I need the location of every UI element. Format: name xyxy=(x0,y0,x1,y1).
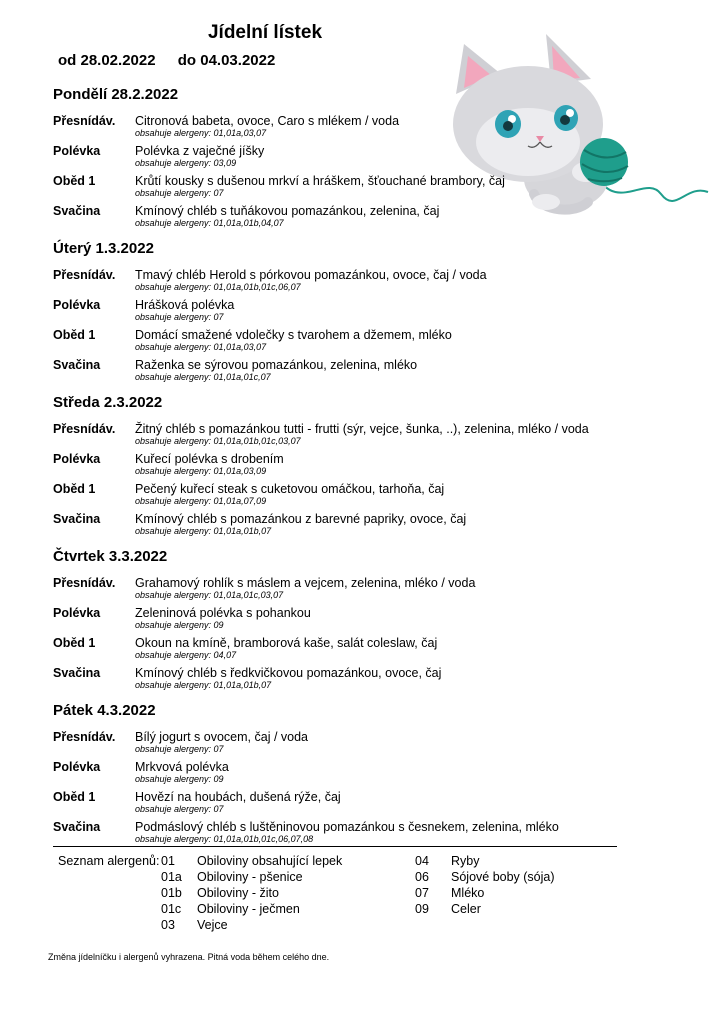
meal-allergen: obsahuje alergeny: 01,01a,01c,07 xyxy=(135,372,271,382)
menu-period xyxy=(58,52,293,69)
allergen-code: 06 xyxy=(415,870,429,884)
meal-label: Polévka xyxy=(53,298,101,312)
meal-row xyxy=(53,358,653,388)
allergen-list-heading: Seznam alergenů: xyxy=(58,854,160,868)
day-title: Úterý 1.3.2022 xyxy=(53,240,154,257)
meal-label: Polévka xyxy=(53,760,101,774)
allergen-name: Obiloviny - pšenice xyxy=(197,870,303,884)
meal-dish: Kuřecí polévka s drobením xyxy=(135,452,284,466)
page-title: Jídelní lístek xyxy=(207,22,323,43)
meal-label: Svačina xyxy=(53,358,101,372)
allergen-item xyxy=(161,854,342,868)
day-title: Pátek 4.3.2022 xyxy=(53,702,156,719)
date-from: od 28.02.2022 xyxy=(58,52,156,69)
meal-row xyxy=(53,730,653,760)
meal-dish: Polévka z vaječné jíšky xyxy=(135,144,265,158)
meal-allergen: obsahuje alergeny: 07 xyxy=(135,804,224,814)
date-to: do 04.03.2022 xyxy=(177,52,276,69)
allergen-name: Obiloviny - žito xyxy=(197,886,279,900)
meal-label: Oběd 1 xyxy=(53,328,96,342)
meal-allergen: obsahuje alergeny: 09 xyxy=(135,620,224,630)
day-title: Středa 2.3.2022 xyxy=(53,394,163,411)
allergen-code: 01a xyxy=(161,870,182,884)
allergen-name: Obiloviny obsahující lepek xyxy=(197,854,343,868)
meal-label: Svačina xyxy=(53,666,101,680)
meal-allergen: obsahuje alergeny: 07 xyxy=(135,188,224,198)
allergen-name: Vejce xyxy=(197,918,228,932)
meal-allergen: obsahuje alergeny: 03,09 xyxy=(135,158,237,168)
meal-row xyxy=(53,790,653,820)
allergen-name: Ryby xyxy=(451,854,480,868)
meal-allergen: obsahuje alergeny: 01,01a,03,07 xyxy=(135,342,267,352)
meal-dish: Hovězí na houbách, dušená rýže, čaj xyxy=(135,790,341,804)
meal-allergen: obsahuje alergeny: 01,01a,07,09 xyxy=(135,496,267,506)
meal-label: Polévka xyxy=(53,606,101,620)
menu-day xyxy=(53,240,653,388)
meal-allergen: obsahuje alergeny: 07 xyxy=(135,744,224,754)
menu-day xyxy=(53,548,653,696)
weekly-menu xyxy=(53,86,653,856)
allergen-name: Mléko xyxy=(451,886,485,900)
meal-allergen: obsahuje alergeny: 07 xyxy=(135,312,224,322)
meal-allergen: obsahuje alergeny: 01,01a,01b,01c,06,07 xyxy=(135,282,301,292)
meal-row xyxy=(53,512,653,542)
meal-dish: Kmínový chléb s pomazánkou z barevné papriky, ovoce, čaj xyxy=(135,512,467,526)
footer-note: Změna jídelníčku i alergenů vyhrazena. Pitná voda během celého dne. xyxy=(48,952,330,962)
meal-label: Polévka xyxy=(53,144,101,158)
meal-dish: Pečený kuřecí steak s cuketovou omáčkou, tarhoňa, čaj xyxy=(135,482,445,496)
menu-day xyxy=(53,702,653,850)
meal-allergen: obsahuje alergeny: 01,01a,01b,01c,06,07,08 xyxy=(135,834,314,844)
meal-allergen: obsahuje alergeny: 01,01a,01c,03,07 xyxy=(135,590,284,600)
meal-row xyxy=(53,204,653,234)
meal-dish: Podmáslový chléb s luštěninovou pomazánkou s česnekem, zelenina, mléko xyxy=(135,820,559,834)
menu-day xyxy=(53,394,653,542)
meal-row xyxy=(53,298,653,328)
meal-dish: Krůtí kousky s dušenou mrkví a hráškem, šťouchané brambory, čaj xyxy=(135,174,505,188)
meal-allergen: obsahuje alergeny: 01,01a,03,07 xyxy=(135,128,267,138)
meal-allergen: obsahuje alergeny: 09 xyxy=(135,774,224,784)
meal-row xyxy=(53,576,653,606)
meal-dish: Bílý jogurt s ovocem, čaj / voda xyxy=(135,730,308,744)
allergen-code: 03 xyxy=(161,918,175,932)
meal-allergen: obsahuje alergeny: 01,01a,01b,07 xyxy=(135,680,272,690)
meal-dish: Domácí smažené vdolečky s tvarohem a džemem, mléko xyxy=(135,328,452,342)
meal-label: Polévka xyxy=(53,452,101,466)
meal-row xyxy=(53,606,653,636)
meal-dish: Kmínový chléb s tuňákovou pomazánkou, zelenina, čaj xyxy=(135,204,440,218)
meal-dish: Zeleninová polévka s pohankou xyxy=(135,606,311,620)
meal-allergen: obsahuje alergeny: 01,01a,01b,07 xyxy=(135,526,272,536)
meal-label: Přesnídáv. xyxy=(53,268,116,282)
allergen-item xyxy=(161,902,300,916)
meal-label: Přesnídáv. xyxy=(53,576,116,590)
divider xyxy=(53,846,617,847)
allergen-name: Celer xyxy=(451,902,481,916)
allergen-code: 07 xyxy=(415,886,429,900)
day-title: Čtvrtek 3.3.2022 xyxy=(53,548,168,565)
meal-dish: Grahamový rohlík s máslem a vejcem, zelenina, mléko / voda xyxy=(135,576,476,590)
meal-label: Oběd 1 xyxy=(53,790,96,804)
meal-row xyxy=(53,452,653,482)
allergen-code: 01 xyxy=(161,854,175,868)
allergen-name: Sójové boby (sója) xyxy=(451,870,555,884)
allergen-item xyxy=(161,870,303,884)
meal-row xyxy=(53,144,653,174)
meal-label: Oběd 1 xyxy=(53,482,96,496)
meal-row xyxy=(53,760,653,790)
meal-label: Svačina xyxy=(53,820,101,834)
meal-dish: Kmínový chléb s ředkvičkovou pomazánkou, ovoce, čaj xyxy=(135,666,442,680)
menu-day xyxy=(53,86,653,234)
meal-row xyxy=(53,666,653,696)
allergen-item xyxy=(161,918,228,932)
meal-row xyxy=(53,268,653,298)
allergen-item xyxy=(415,854,479,868)
allergen-item xyxy=(415,902,481,916)
day-title: Pondělí 28.2.2022 xyxy=(53,86,179,103)
meal-allergen: obsahuje alergeny: 04,07 xyxy=(135,650,237,660)
meal-dish: Hrášková polévka xyxy=(135,298,235,312)
meal-dish: Žitný chléb s pomazánkou tutti - frutti (sýr, vejce, šunka, ..), zelenina, mléko / voda xyxy=(135,422,589,436)
meal-dish: Citronová babeta, ovoce, Caro s mlékem / voda xyxy=(135,114,400,128)
meal-label: Oběd 1 xyxy=(53,636,96,650)
meal-label: Oběd 1 xyxy=(53,174,96,188)
allergen-name: Obiloviny - ječmen xyxy=(197,902,300,916)
meal-dish: Mrkvová polévka xyxy=(135,760,229,774)
meal-label: Svačina xyxy=(53,512,101,526)
meal-row xyxy=(53,422,653,452)
allergen-code: 09 xyxy=(415,902,429,916)
meal-row xyxy=(53,174,653,204)
allergen-item xyxy=(415,886,484,900)
meal-dish: Tmavý chléb Herold s pórkovou pomazánkou, ovoce, čaj / voda xyxy=(135,268,487,282)
meal-label: Přesnídáv. xyxy=(53,730,116,744)
allergen-code: 04 xyxy=(415,854,429,868)
allergen-code: 01c xyxy=(161,902,182,916)
allergen-item xyxy=(415,870,555,884)
meal-row xyxy=(53,636,653,666)
allergen-item xyxy=(161,886,279,900)
meal-label: Přesnídáv. xyxy=(53,422,116,436)
meal-row xyxy=(53,328,653,358)
meal-allergen: obsahuje alergeny: 01,01a,03,09 xyxy=(135,466,267,476)
meal-allergen: obsahuje alergeny: 01,01a,01b,01c,03,07 xyxy=(135,436,301,446)
meal-dish: Okoun na kmíně, bramborová kaše, salát coleslaw, čaj xyxy=(135,636,438,650)
allergen-code: 01b xyxy=(161,886,182,900)
meal-allergen: obsahuje alergeny: 01,01a,01b,04,07 xyxy=(135,218,284,228)
meal-row xyxy=(53,482,653,512)
meal-row xyxy=(53,114,653,144)
meal-label: Přesnídáv. xyxy=(53,114,116,128)
meal-dish: Raženka se sýrovou pomazánkou, zelenina, mléko xyxy=(135,358,418,372)
meal-label: Svačina xyxy=(53,204,101,218)
